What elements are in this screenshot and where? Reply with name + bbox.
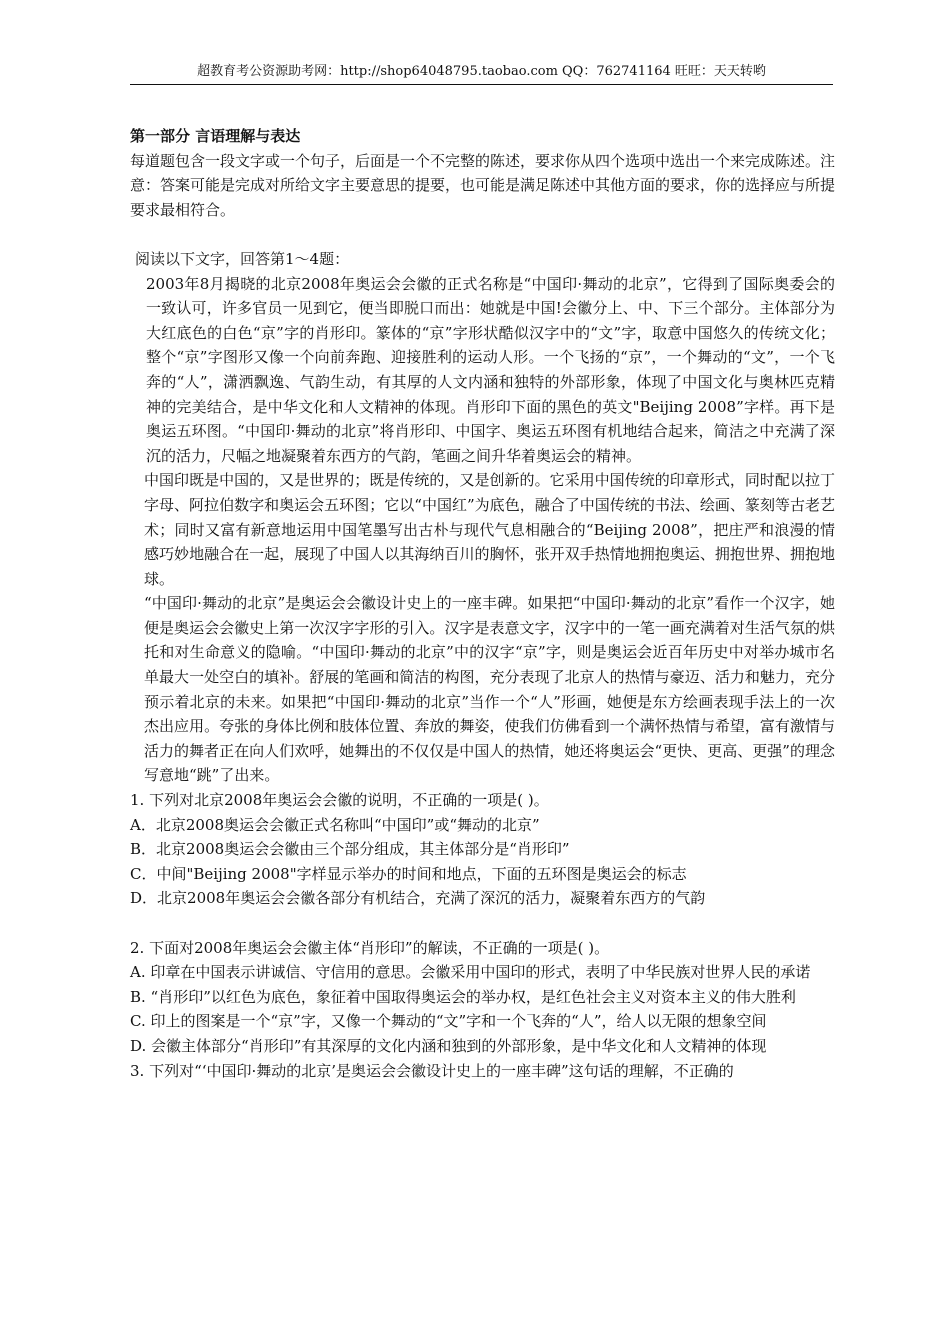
spacer [130, 222, 835, 247]
question-1-option-a: A．北京2008奥运会会徽正式名称叫“中国印”或“舞动的北京” [130, 815, 540, 834]
section-title: 第一部分 言语理解与表达 [130, 127, 301, 145]
passage-paragraph-3: “中国印·舞动的北京”是奥运会会徽设计史上的一座丰碑。如果把“中国印·舞动的北京”看作一个汉字，她便是奥运会会徽史上第一次汉字字形的引入。汉字是表意文字，汉字中的一笔一画充满着对生活气氛的烘托和对生命意义的隐喻。“中国印·舞动的北京”中的汉字“京”字，则是奥运会近百年历史中对举办城市名单最大一处空白的填补。舒展的笔画和简洁的构图，充分表现了北京人的热情与豪迈、活力和魅力，充分预示着北京的未来。如果把“中国印·舞动的北京”当作一个“人”形画，她便是东方绘画表现手法上的一次杰出应用。夸张的身体比例和肢体位置、奔放的舞姿，使我们仿佛看到一个满怀热情与希望，富有激情与活力的舞者正在向人们欢呼，她舞出的不仅仅是中国人的热情，她还将奥运会“更快、更高、更强”的理念写意地“跳”了出来。 [144, 594, 835, 785]
question-1-option-c: C．中间"Beijing 2008"字样显示举办的时间和地点，下面的五环图是奥运会的标志 [130, 864, 687, 883]
page-header: 超教育考公资源助考网：http://shop64048795.taobao.com QQ：762741164 旺旺：天天转哟 [197, 64, 766, 79]
question-1-option-b: B．北京2008奥运会会徽由三个部分组成，其主体部分是“肖形印” [130, 840, 570, 859]
question-1-stem: 1. 下列对北京2008年奥运会会徽的说明，不正确的一项是( )。 [130, 791, 549, 810]
question-2-stem: 2. 下面对2008年奥运会会徽主体“肖形印”的解读，不正确的一项是( )。 [130, 938, 610, 957]
question-3-stem: 3. 下列对“‘中国印·舞动的北京’是奥运会会徽设计史上的一座丰碑”这句话的理解，不正确的 [130, 1061, 734, 1080]
header-divider [130, 84, 833, 85]
question-1-option-d: D．北京2008年奥运会会徽各部分有机结合，充满了深沉的活力，凝聚着东西方的气韵 [130, 889, 706, 908]
question-2-option-b: B. “肖形印”以红色为底色，象征着中国取得奥运会的举办权，是红色社会主义对资本主义的伟大胜利 [130, 987, 796, 1006]
passage-paragraph-2: 中国印既是中国的，又是世界的；既是传统的，又是创新的。它采用中国传统的印章形式，同时配以拉丁字母、阿拉伯数字和奥运会五环图；它以“中国红”为底色，融合了中国传统的书法、绘画、篆刻等古老艺术；同时又富有新意地运用中国笔墨写出古朴与现代气息相融合的“Beijing 2008”，把庄严和浪漫的情感巧妙地融合在一起，展现了中国人以其海纳百川的胸怀，张开双手热情地拥抱奥运、拥抱世界、拥抱地球。 [144, 471, 835, 588]
document-body [130, 124, 835, 1083]
reading-intro: 阅读以下文字，回答第1～4题： [135, 249, 350, 268]
instructions: 每道题包含一段文字或一个句子，后面是一个不完整的陈述，要求你从四个选项中选出一个来完成陈述。注意：答案可能是完成对所给文字主要意思的提要，也可能是满足陈述中其他方面的要求，你的选择应与所提要求最相符合。 [130, 151, 836, 219]
question-2-option-a: A. 印章在中国表示讲诚信、守信用的意思。会徽采用中国印的形式，表明了中华民族对世界人民的承诺 [130, 963, 811, 982]
passage-paragraph-1: 2003年8月揭晓的北京2008年奥运会会徽的正式名称是“中国印·舞动的北京”，它得到了国际奥委会的一致认可，许多官员一见到它，便当即脱口而出：她就是中国!会徽分上、中、下三个部分。主体部分为大红底色的白色“京”字的肖形印。篆体的“京”字形状酷似汉字中的“文”字，取意中国悠久的传统文化；整个“京”字图形又像一个向前奔跑、迎接胜利的运动人形。一个飞扬的“京”，一个舞动的“文”，一个飞奔的“人”，潇洒飘逸、气韵生动，有其厚的人文内涵和独特的外部形象，体现了中国文化与奥林匹克精神的完美结合，是中华文化和人文精神的体现。肖形印下面的黑色的英文"Beijing 2008”字样。再下是奥运五环图。“中国印·舞动的北京”将肖形印、中国字、奥运五环图有机地结合起来，简洁之中充满了深沉的活力，尺幅之地凝聚着东西方的气韵，笔画之间升华着奥运会的精神。 [146, 274, 835, 465]
spacer [130, 911, 835, 936]
question-2-option-c: C. 印上的图案是一个“京”字，又像一个舞动的“文”字和一个飞奔的“人”，给人以无限的想象空间 [130, 1012, 767, 1031]
question-2-option-d: D. 会徽主体部分“肖形印”有其深厚的文化内涵和独到的外部形象，是中华文化和人文精神的体现 [130, 1036, 767, 1055]
